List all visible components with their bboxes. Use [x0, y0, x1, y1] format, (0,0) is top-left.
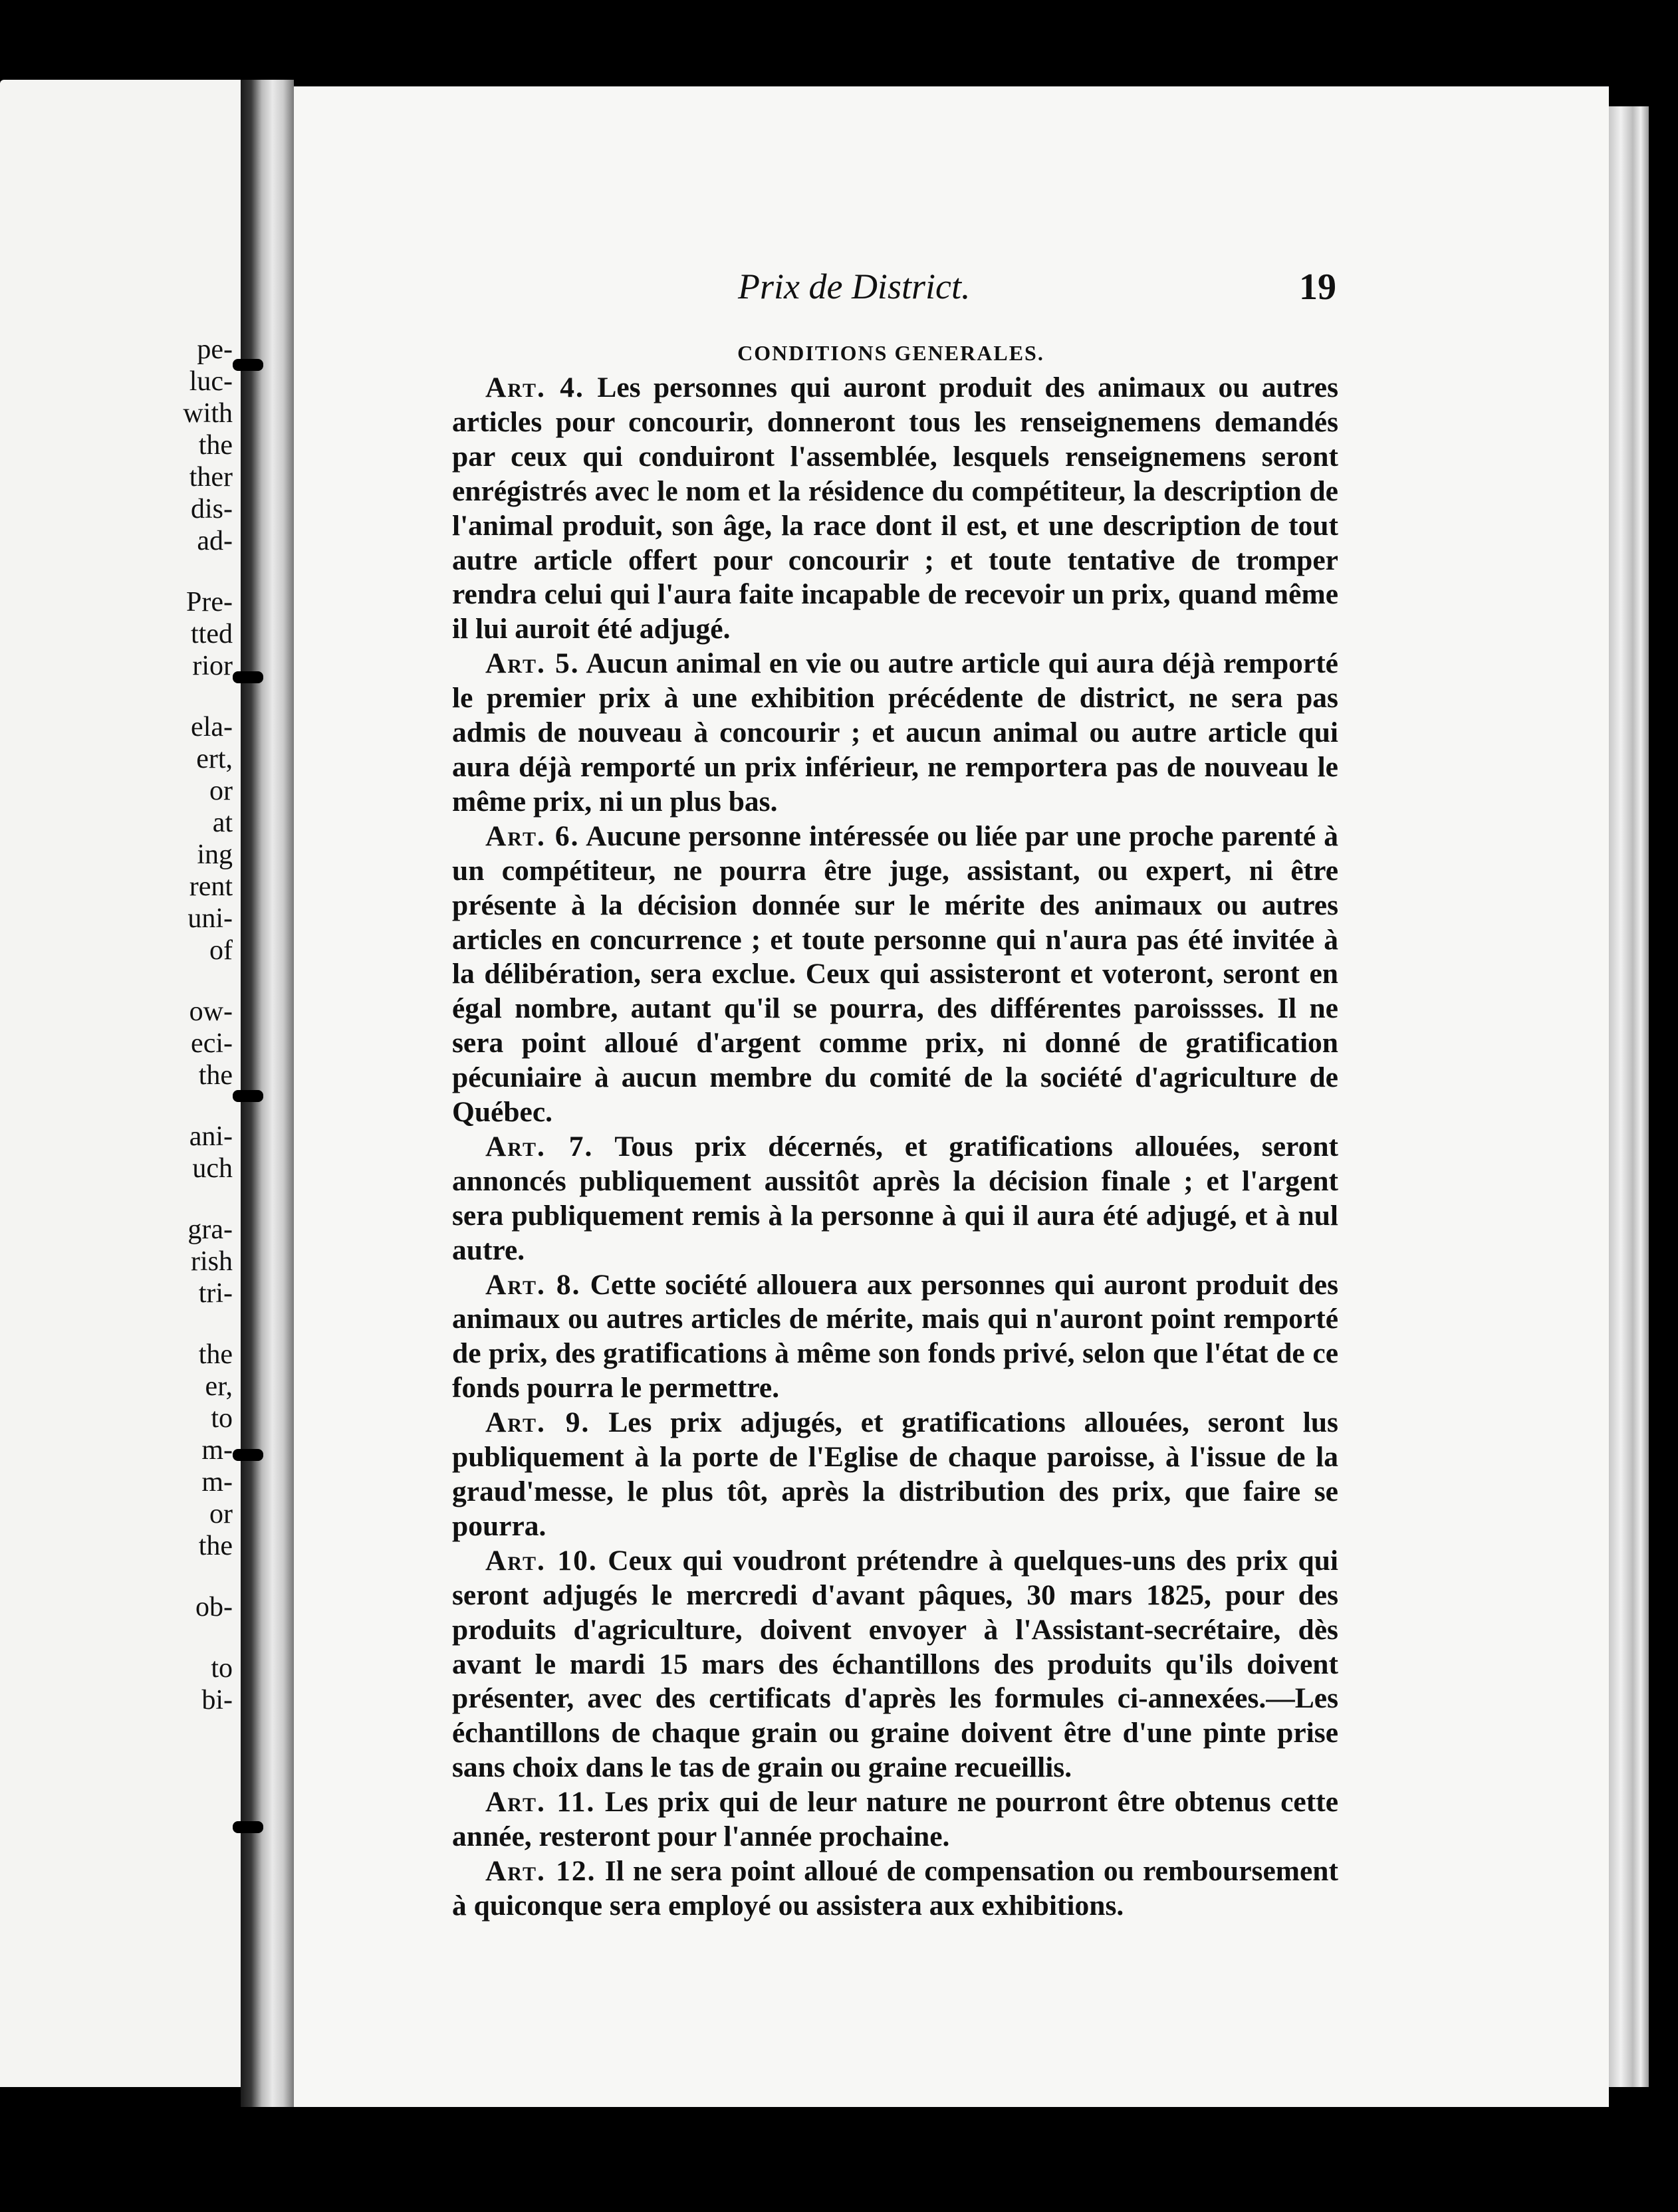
- left-page-fragment: m-: [201, 1467, 233, 1497]
- left-page-fragment: or: [209, 1499, 233, 1529]
- left-page-fragment: ert,: [196, 744, 233, 774]
- left-page-fragment: ing: [197, 839, 233, 870]
- left-page-fragment: tri-: [198, 1278, 233, 1309]
- left-page-fragment: the: [198, 1339, 233, 1370]
- left-page-fragment: the: [198, 1060, 233, 1091]
- page-header: [738, 266, 1350, 312]
- article-label: Art. 5.: [485, 647, 580, 680]
- left-page-fragment: gra-: [187, 1214, 233, 1245]
- article-label: Art. 12.: [485, 1854, 596, 1887]
- section-title: CONDITIONS GENERALES.: [737, 341, 1044, 365]
- left-page-fragment: the: [198, 1531, 233, 1561]
- left-page-fragment: ela-: [191, 712, 233, 742]
- article-label: Art. 9.: [485, 1406, 590, 1439]
- article-text: Ceux qui voudront prétendre à quelques-uns des prix qui seront adjugés le mercredi d'avant pâques, 30 mars 1825, pour des produits d'agriculture, doivent envoyer à l'Assistant-secrétaire, dès avant le mardi 15 mars des échantillons des produits qu'ils doivent présenter, avec des certificats d'après les formules ci-annexées.—Les échantillons de chaque grain ou graine doivent être d'une pinte prise sans choix dans le tas de grain ou graine recueillis.: [452, 1544, 1338, 1784]
- article-10: [452, 1544, 1338, 1785]
- article-6: [452, 820, 1338, 1130]
- left-page-fragment: uch: [192, 1153, 233, 1184]
- article-9: [452, 1406, 1338, 1544]
- left-page-fragment: at: [212, 808, 233, 838]
- article-text: Aucune personne intéressée ou liée par une proche parenté à un compétiteur, ne pourra être juge, assistant, ou expert, ni être présente à la décision donnée sur le mérite des animaux ou autres articles en concurrence ; et toute personne qui n'aura pas été invitée à la délibération, sera exclue. Ceux qui assisteront et voteront, seront en égal nombre, autant qu'il se pourra, des différentes paroissses. Il ne sera point alloué d'argent comme prix, ni donné de gratification pécuniaire à aucun membre du comité de la société d'agriculture de Québec.: [452, 820, 1338, 1129]
- article-label: Art. 6.: [485, 820, 580, 852]
- left-page-fragment: to: [211, 1653, 233, 1684]
- running-title: Prix de District.: [738, 267, 971, 306]
- left-page-margin: [0, 80, 241, 2087]
- left-page-fragment: m-: [201, 1435, 233, 1466]
- article-text: Les prix qui de leur nature ne pourront être obtenus cette année, resteront pour l'année prochaine.: [452, 1786, 1339, 1853]
- page-edge: [1609, 106, 1649, 2087]
- left-page-fragment: the: [198, 430, 233, 461]
- article-12: [452, 1854, 1338, 1924]
- article-label: Art. 7.: [485, 1130, 594, 1162]
- left-page-fragment: rent: [189, 871, 233, 902]
- article-4: [452, 371, 1338, 647]
- left-page-fragment: or: [209, 776, 233, 806]
- article-text: Aucun animal en vie ou autre article qui aura déjà remporté le premier prix à une exhibition précédente de district, ne sera pas admis de nouveau à concourir ; et aucun animal ou autre article qui aura déjà remporté un prix inférieur, ne remportera pas de nouveau le même prix, ni un plus bas.: [452, 647, 1338, 818]
- left-page-fragment: rior: [192, 651, 233, 681]
- binding-stitch: [233, 1449, 263, 1461]
- binding-stitch: [233, 1821, 263, 1833]
- article-7: [452, 1130, 1338, 1268]
- left-page-fragment: pe-: [197, 334, 233, 365]
- left-page-fragment: luc-: [189, 366, 233, 397]
- page-number: 19: [1299, 267, 1336, 308]
- left-page-fragment: er,: [205, 1371, 233, 1402]
- article-label: Art. 11.: [485, 1786, 596, 1819]
- article-text: Les personnes qui auront produit des animaux ou autres articles pour concourir, donneront tous les renseignemens demandés par ceux qui conduiront l'assemblée, lesquels renseignemens seront enrégistrés avec le nom et la résidence du compétiteur, la description de l'animal produit, son âge, la race dont il est, et une description de tout autre article offert pour concourir ; et toute tentative de tromper rendra celui qui l'aura faite incapable de recevoir un prix, quand même il lui auroit été adjugé.: [452, 372, 1339, 645]
- binding-stitch: [233, 359, 263, 371]
- binding-stitch: [233, 1090, 263, 1102]
- articles-body: [452, 371, 1338, 1924]
- article-text: Les prix adjugés, et gratifications allouées, seront lus publiquement à la porte de l'Eglise de chaque paroisse, à l'issue de la graud'messe, le plus tôt, après la distribution des prix, que faire se pourra.: [452, 1406, 1338, 1542]
- article-text: Il ne sera point alloué de compensation ou remboursement à quiconque sera employé ou assistera aux exhibitions.: [452, 1854, 1338, 1922]
- left-page-fragment: bi-: [201, 1685, 233, 1715]
- left-page-fragment: to: [211, 1403, 233, 1434]
- binding-stitch: [233, 671, 263, 683]
- left-page-fragment: ob-: [195, 1592, 233, 1622]
- left-page-fragment: ow-: [189, 996, 233, 1027]
- article-label: Art. 10.: [485, 1544, 598, 1577]
- left-page-fragment: rish: [191, 1246, 233, 1277]
- left-page-fragment: ani-: [189, 1121, 233, 1152]
- article-8: [452, 1268, 1338, 1406]
- article-text: Cette société allouera aux personnes qui auront produit des animaux ou autres articles de mérite, mais qui n'auront point remporté de prix, des gratifications à même son fonds privé, selon que l'état de ce fonds pourra le permettre.: [452, 1268, 1339, 1404]
- left-page-fragment: of: [209, 935, 233, 966]
- article-11: [452, 1785, 1338, 1854]
- article-5: [452, 647, 1338, 820]
- left-page-fragment: with: [183, 398, 233, 429]
- article-label: Art. 8.: [485, 1268, 581, 1301]
- left-page-fragment: ther: [189, 462, 233, 493]
- left-page-fragment: tted: [191, 619, 233, 649]
- left-page-fragment: uni-: [187, 903, 233, 934]
- left-page-fragment: eci-: [191, 1028, 233, 1059]
- left-page-fragment: dis-: [191, 494, 233, 524]
- article-text: Tous prix décernés, et gratifications allouées, seront annoncés publiquement aussitôt après la décision finale ; et l'argent sera publiquement remis à la personne à qui il aura été adjugé, et à nul autre.: [452, 1130, 1338, 1266]
- left-page-fragment: ad-: [197, 526, 233, 556]
- article-label: Art. 4.: [485, 372, 584, 403]
- left-page-fragment: Pre-: [186, 587, 233, 617]
